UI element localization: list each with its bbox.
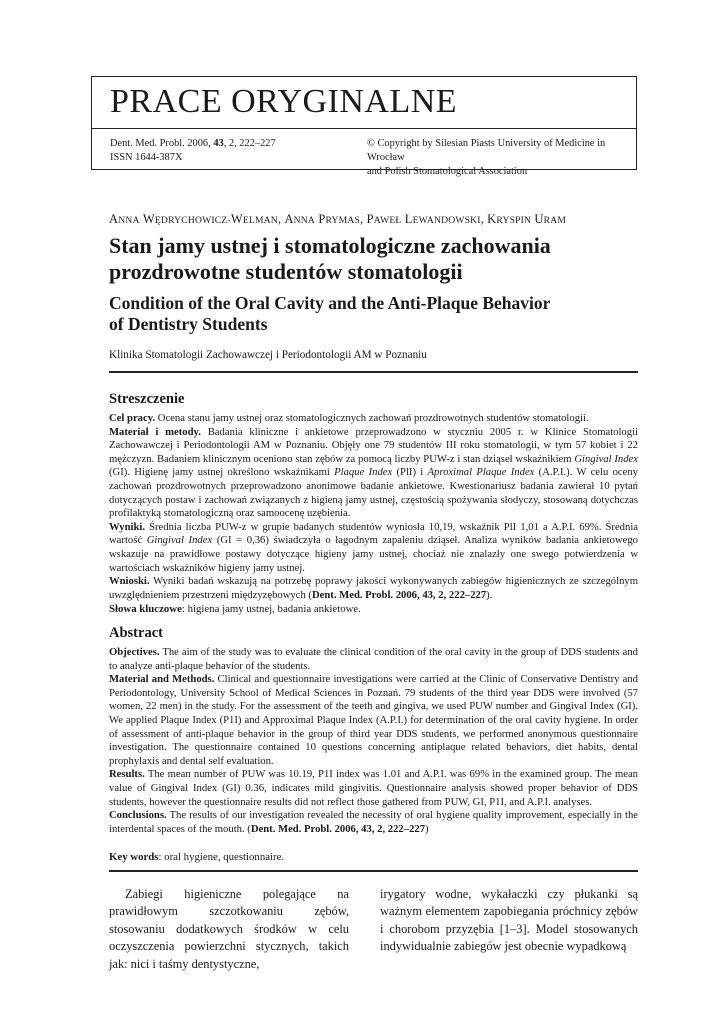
article-title-english: Condition of the Oral Cavity and the Anti-Plaque Behavior of Dentistry Students xyxy=(109,293,551,334)
citation-info xyxy=(110,137,350,165)
author-3: PAWEŁ LEWANDOWSKI xyxy=(366,212,481,226)
body-column-left: Zabiegi higieniczne polegające na prawidłowym szczotkowaniu zębów, stosowaniu dodatkowych środków w celu oczyszczenia powierzchni stycznych, takich jak: nici i taśmy dentystyczne, xyxy=(109,887,349,971)
abstract-methods: Material and Methods. Clinical and questionnaire investigations were carried at the Clinic of Conservative Dentistry and Periodontology, University School of Medical Sciences in Poznań. 79 students of the third year DDS were involved (57 women, 22 men) in the study. For the assessment of the teeth and gingiva, we used PUW number and Gingival Index (GI). We applied Plaque Index (P1I) and Approximal Plaque Index (A.P.I.) for determination of the oral cavity hygiene. In order of assessment of anti-plaque behavior in the group of third year DDS students, we performed anonymous questionnaire investigation. The questionnaire contained 10 questions concerning antiplaque related behaviors, diet habits, dental prophylaxis and dental self evaluation. xyxy=(109,674,638,767)
streszczenie-cel: Cel pracy. Ocena stanu jamy ustnej oraz stomatologicznych zachowań prozdrowotnych studentów stomatologii. xyxy=(109,413,589,424)
section-header-box xyxy=(91,76,637,129)
copyright-info: © Copyright by Silesian Piasts University of Medicine in Wrocław and Polish Stomatological Association xyxy=(367,138,606,177)
author-1: ANNA WĘDRYCHOWICZ-WELMAN xyxy=(109,212,278,226)
streszczenie-material: Materiał i metody. Badania kliniczne i ankietowe przeprowadzono w styczniu 2005 r. w Klinice Stomatologii Zachowawczej i Periodontologii AM w Poznaniu. Objęły one 79 studentów III roku stomatologii, w tym 57 kobiet i 22 mężczyzn. Badaniem klinicznym oceniono stan zębów za pomocą liczby PUW-z i stan dziąseł wskaźnikiem Gingival Index (GI). Higienę jamy ustnej określono wskaźnikami Plaque Index (PlI) i Aproximal Plaque Index (A.P.I.). W celu oceny zachowań prozdrowotnych przeprowadzono anonimowe badanie ankietowe. Kwestionariusz badania zawierał 10 pytań dotyczących postaw i zachowań związanych z higieną jamy ustnej, częstością spożywania słodyczy, stosowaną dotychczas profilaktyką stomatologiczną oraz samoocenę uzębienia. xyxy=(109,426,638,520)
body-column-right: irygatory wodne, wykałaczki czy płukanki są ważnym elementem zapobiegania próchnicy zębów i chorobom przyzębia [1–3]. Model stosowanych indywidualnie zabiegów jest obecnie wypadkową xyxy=(380,887,638,954)
article-title-polish: Stan jamy ustnej i stomatologiczne zachowania prozdrowotne studentów stomatologii xyxy=(109,233,551,284)
abstract-conclusions: Conclusions. The results of our investigation revealed the necessity of oral hygiene quality improvement, especially in the interdental spaces of the mouth. (Dent. Med. Probl. 2006, 43, 2, 222–227) xyxy=(109,810,638,835)
abstract-objectives: Objectives. The aim of the study was to evaluate the clinical condition of the oral cavity in the group of DDS students and to analyze anti-plaque behavior of the students. xyxy=(109,647,638,672)
abstract-body xyxy=(109,646,638,836)
author-2: ANNA PRYMAS xyxy=(284,212,361,226)
author-list: ANNA WĘDRYCHOWICZ-WELMAN, ANNA PRYMAS, PAWEŁ LEWANDOWSKI, KRYSPIN URAM xyxy=(109,212,567,226)
abstract-heading: Abstract xyxy=(109,625,163,641)
streszczenie-keywords: Słowa kluczowe: higiena jamy ustnej, badania ankietowe. xyxy=(109,603,361,615)
affiliation: Klinika Stomatologii Zachowawczej i Periodontologii AM w Poznaniu xyxy=(109,349,427,361)
divider-bottom xyxy=(109,870,638,872)
journal-meta-box xyxy=(91,128,637,177)
citation-line: Dent. Med. Probl. 2006, 43, 2, 222–227 xyxy=(110,138,276,149)
abstract-keywords: Key words: oral hygiene, questionnaire. xyxy=(109,851,285,863)
issn: ISSN 1644-387X xyxy=(110,152,183,163)
divider-top xyxy=(109,371,638,373)
streszczenie-wnioski: Wnioski. Wyniki badań wskazują na potrzebę poprawy jakości wykonywanych zabiegów higienicznych ze szczególnym uwzględnieniem przestrzeni międzyzębowych (Dent. Med. Probl. 2006, 43, 2, 222–227). xyxy=(109,576,638,601)
streszczenie-heading: Streszczenie xyxy=(109,391,185,407)
section-title: PRACE ORYGINALNE xyxy=(110,83,458,120)
streszczenie-wyniki: Wyniki. Średnia liczba PUW-z w grupie badanych studentów wyniosła 10,19, wskaźnik PlI 1,01 a A.P.I. 69%. Średnia wartość Gingival Index (GI = 0,36) świadczyła o łagodnym zapaleniu dziąseł. Analiza wyników badania ankietowego wskazuje na prawidłowe postawy dotyczące higieny jamy ustnej, chociaż nie znalazły one swego potwierdzenia w wartościach wskaźników higieny jamy ustnej. xyxy=(109,521,638,574)
abstract-results: Results. The mean number of PUW was 10.19, P1I index was 1.01 and A.P.I. was 69% in the examined group. The mean value of Gingival Index (GI) 0.36, indicates mild gingivitis. Questionnaire analysis showed proper behavior of DDS students, however the questionnaire results did not reflect those gathered from PUW, GI, P1I, and A.P.I. analyses. xyxy=(109,769,638,808)
author-4: KRYSPIN URAM xyxy=(487,212,567,226)
streszczenie-body xyxy=(109,412,638,602)
